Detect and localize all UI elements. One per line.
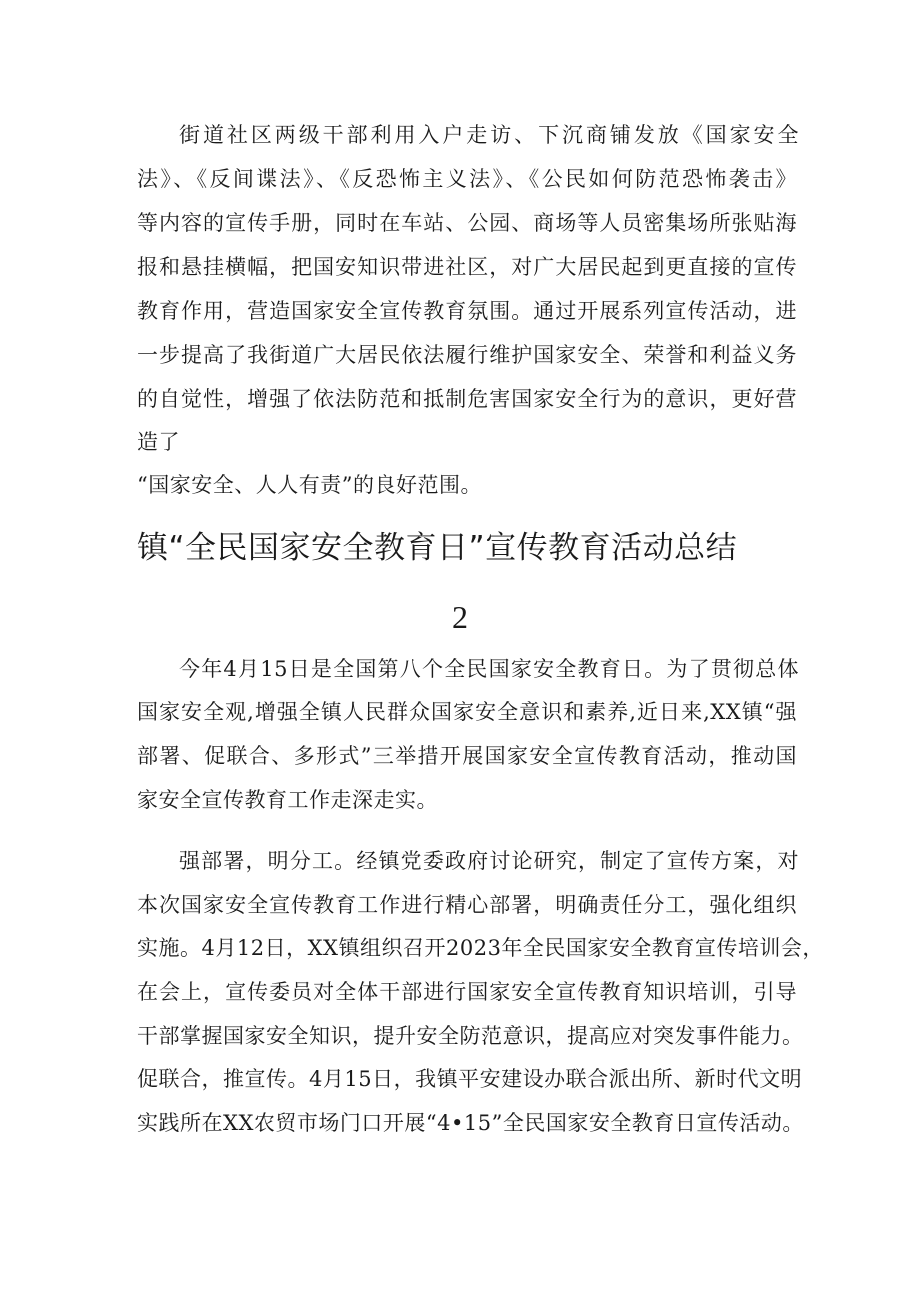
deployment-line-6: 促联合，推宣传。4月15日，我镇平安建设办联合派出所、新时代文明 xyxy=(137,1067,803,1091)
section1-line-8: 造了 xyxy=(137,430,180,454)
section1-line-6: 一步提高了我街道广大居民依法履行维护国家安全、荣誉和利益义务 xyxy=(137,343,797,367)
title-number: 2 xyxy=(452,599,468,635)
deployment-line-3: 实施。4月12日，XX镇组织召开2023年全民国家安全教育宣传培训会， xyxy=(137,936,824,960)
intro-line-1: 今年4月15日是全国第八个全民国家安全教育日。为了贯彻总体 xyxy=(179,657,799,681)
intro-line-3: 部署、促联合、多形式”三举措开展国家安全宣传教育活动，推动国 xyxy=(137,744,797,768)
section1-line-1: 街道社区两级干部利用入户走访、下沉商铺发放《国家安全 xyxy=(179,123,799,147)
section1-line-3: 等内容的宣传手册，同时在车站、公园、商场等人员密集场所张贴海 xyxy=(137,211,797,235)
document-title: 镇“全民国家安全教育日”宣传教育活动总结 xyxy=(137,530,738,566)
section1-line-2: 法》、《反间谍法》、《反恐怖主义法》、《公民如何防范恐怖袭击》 xyxy=(137,167,797,191)
intro-line-4: 家安全宣传教育工作走深走实。 xyxy=(137,788,438,812)
deployment-line-7: 实践所在XX农贸市场门口开展“4•15”全民国家安全教育日宣传活动。 xyxy=(137,1111,804,1135)
deployment-line-2: 本次国家安全宣传教育工作进行精心部署，明确责任分工，强化组织 xyxy=(137,893,797,917)
deployment-line-1: 强部署，明分工。经镇党委政府讨论研究，制定了宣传方案，对 xyxy=(179,849,799,873)
deployment-line-5: 干部掌握国家安全知识，提升安全防范意识，提高应对突发事件能力。 xyxy=(137,1024,804,1048)
section1-line-5: 教育作用，营造国家安全宣传教育氛围。通过开展系列宣传活动，进 xyxy=(137,299,797,323)
intro-line-2: 国家安全观,增强全镇人民群众国家安全意识和素养,近日来,XX镇“强 xyxy=(137,700,797,724)
section1-line-9: “国家安全、人人有责”的良好范围。 xyxy=(137,473,482,497)
deployment-line-4: 在会上，宣传委员对全体干部进行国家安全宣传教育知识培训，引导 xyxy=(137,980,797,1004)
section1-line-4: 报和悬挂横幅，把国安知识带进社区，对广大居民起到更直接的宣传 xyxy=(137,255,797,279)
section1-line-7: 的自觉性，增强了依法防范和抵制危害国家安全行为的意识，更好营 xyxy=(137,387,797,411)
